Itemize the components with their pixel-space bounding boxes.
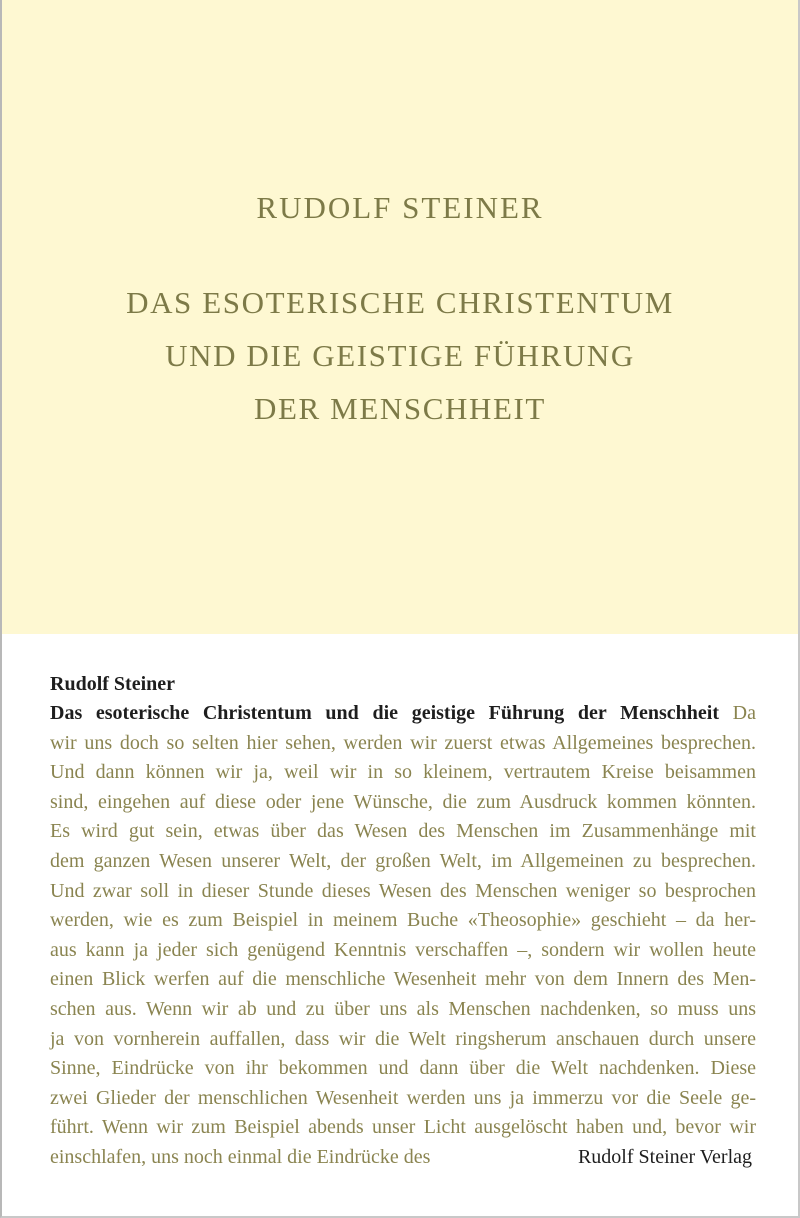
cover-author: RUDOLF STEINER: [256, 190, 544, 225]
excerpt-line: einschlafen, uns noch einmal die Eindrücke des: [50, 1145, 431, 1168]
excerpt-line: wir uns doch so selten hier sehen, werden wir zuerst etwas Allgemeines besprechen.: [50, 731, 756, 754]
excerpt-line: aus kann ja jeder sich genügend Kenntnis verschaffen –, sondern wir wollen heute: [50, 938, 756, 961]
cover-title: [2, 276, 798, 435]
excerpt-first-line: [50, 699, 756, 729]
excerpt-continuation: Da: [732, 702, 756, 724]
excerpt-line: Und zwar soll in dieser Stunde dieses Wesen des Menschen weniger so besprochen: [50, 879, 756, 902]
excerpt-title: Das esoterische Christentum und die geistige Führung der Menschheit: [50, 702, 719, 724]
excerpt-line: Es wird gut sein, etwas über das Wesen des Menschen im Zusammenhänge mit: [50, 820, 756, 843]
excerpt-line: ja von vornherein auffallen, dass wir die Welt ringsherum anschauen durch unsere: [50, 1027, 756, 1050]
cover-title-line: UND DIE GEISTIGE FÜHRUNG: [165, 338, 635, 373]
excerpt-author: Rudolf Steiner: [50, 673, 175, 695]
excerpt-line: Und dann können wir ja, weil wir in so kleinem, vertrautem Kreise beisammen: [50, 761, 756, 784]
excerpt-line: schen aus. Wenn wir ab und zu über uns als Menschen nachdenken, so muss uns: [50, 997, 756, 1020]
cover-bottom-panel: [50, 670, 756, 1173]
cover-title-line: DER MENSCHHEIT: [254, 391, 546, 426]
cover-title-line: DAS ESOTERISCHE CHRISTENTUM: [126, 285, 674, 320]
excerpt-line: einen Blick werfen auf die menschliche Wesenheit mehr von dem Innern des Men-: [50, 968, 756, 991]
excerpt-line: dem ganzen Wesen unserer Welt, der großen Welt, im Allgemeinen zu besprechen.: [50, 849, 756, 872]
excerpt-line: Sinne, Eindrücke von ihr bekommen und dann über die Welt nachdenken. Diese: [50, 1057, 756, 1080]
excerpt-line: zwei Glieder der menschlichen Wesenheit werden uns ja immerzu vor die Seele ge-: [50, 1086, 756, 1109]
excerpt-text: [50, 699, 756, 1173]
excerpt-line: sind, eingehen auf diese oder jene Wünsche, die zum Ausdruck kommen könnten.: [50, 790, 756, 813]
excerpt-line: führt. Wenn wir zum Beispiel abends unser Licht ausgelöscht haben und, bevor wir: [50, 1116, 756, 1139]
excerpt-line: werden, wie es zum Beispiel in meinem Buche «Theosophie» geschieht – da her-: [50, 909, 756, 932]
publisher-name: Rudolf Steiner Verlag: [577, 1146, 752, 1168]
cover-top-panel: [2, 0, 798, 634]
